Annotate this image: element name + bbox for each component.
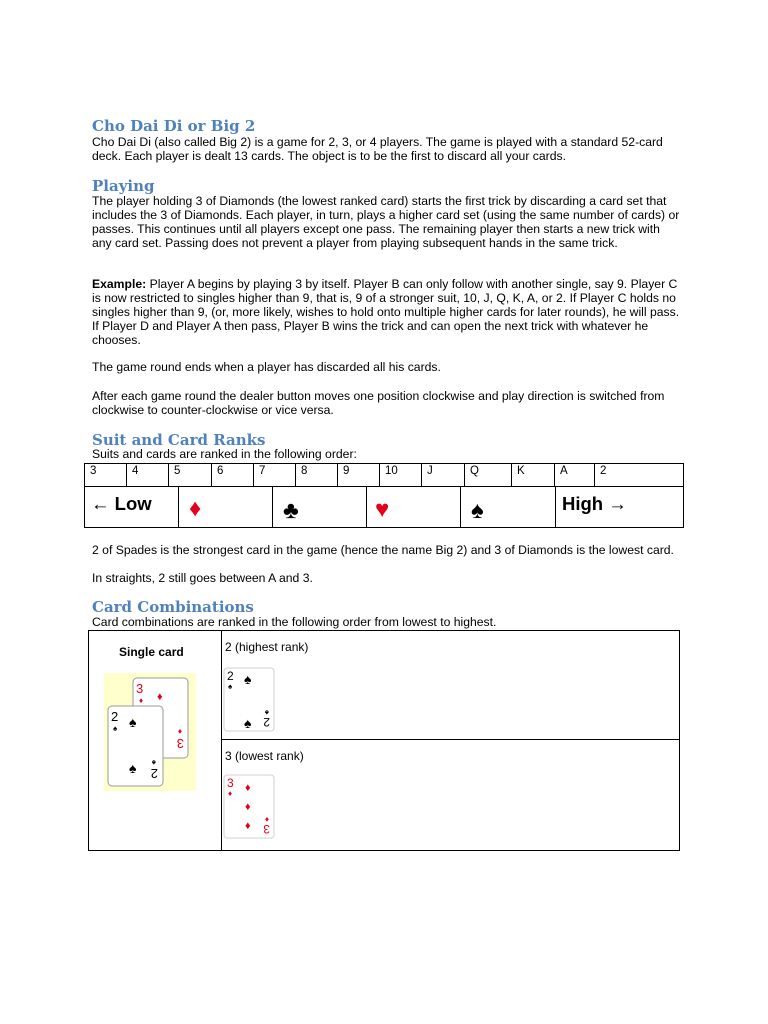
heart-cell	[367, 487, 461, 527]
rank-cell-8: 8	[296, 464, 338, 486]
spade-cell	[461, 487, 556, 527]
combinations-intro: Card combinations are ranked in the following order from lowest to highest.	[92, 615, 497, 629]
card-pip: ♠	[129, 760, 137, 776]
three-of-diamonds-card	[224, 775, 274, 839]
page-title: Cho Dai Di or Big 2	[92, 117, 256, 135]
example-label: Example:	[92, 277, 147, 291]
single-card-label: Single card	[119, 645, 184, 659]
highest-rank-cell	[222, 631, 679, 740]
lowest-rank-cell	[222, 740, 679, 850]
card-suit-small: ♠	[151, 758, 156, 767]
rank-cell-10: 10	[380, 464, 422, 486]
card-pip: ♦	[245, 782, 251, 794]
card-pip: ♠	[244, 715, 252, 731]
card-rank-top: 2	[111, 709, 119, 724]
rank-cell-j: J	[422, 464, 465, 486]
card-pip: ♠	[244, 671, 252, 687]
intro-paragraph: Cho Dai Di (also called Big 2) is a game for 2, 3, or 4 players. The game is played with a standard 52-card deck. Each player is dealt 13 cards. The object is to be the first to discard all your cards.	[92, 135, 663, 163]
playing-heading: Playing	[92, 177, 155, 195]
rank-cell-4: 4	[127, 464, 169, 486]
single-card-illustration	[104, 673, 196, 791]
card-rank-bottom: 2	[150, 766, 158, 781]
diamond-cell	[179, 487, 273, 527]
card-pip: ♠	[129, 714, 137, 730]
rank-cell-3: 3	[85, 464, 127, 486]
rank-cell-a: A	[555, 464, 595, 486]
card-rank-bottom: 2	[263, 715, 270, 729]
club-cell	[273, 487, 367, 527]
example-paragraph	[92, 278, 682, 348]
ranks-note-strongest: 2 of Spades is the strongest card in the game (hence the name Big 2) and 3 of Diamonds is the lowest card.	[92, 543, 674, 557]
card-suit-small: ♠	[264, 708, 269, 717]
rank-cell-7: 7	[254, 464, 296, 486]
card-suit-small: ♦	[177, 727, 182, 736]
spade-icon: ♠	[471, 497, 484, 524]
ranks-note-straights: In straights, 2 still goes between A and 3.	[92, 571, 313, 585]
card-rank-top: 3	[227, 776, 234, 790]
dealer-paragraph: After each game round the dealer button moves one position clockwise and play direction is switched from clockwise to counter-clockwise or vice versa.	[92, 389, 665, 417]
ranks-intro: Suits and cards are ranked in the following order:	[92, 447, 357, 461]
card-suit-small: ♦	[139, 696, 144, 705]
card-rank-bottom: 3	[263, 822, 270, 836]
combinations-heading: Card Combinations	[92, 598, 254, 616]
rank-cell-q: Q	[465, 464, 512, 486]
rank-cell-9: 9	[338, 464, 380, 486]
card-pip: ♦	[245, 820, 251, 832]
single-card-cell	[89, 631, 222, 850]
rank-cell-5: 5	[169, 464, 212, 486]
rank-cell-6: 6	[212, 464, 254, 486]
low-label: ← Low	[91, 493, 152, 514]
round-end-paragraph: The game round ends when a player has discarded all his cards.	[92, 360, 441, 374]
card-rank-bottom: 3	[176, 736, 184, 751]
card-suit-small: ♠	[113, 724, 118, 733]
lowest-rank-label: 3 (lowest rank)	[225, 749, 304, 763]
highest-rank-label: 2 (highest rank)	[225, 640, 309, 654]
diamond-icon: ♦	[189, 495, 202, 522]
club-icon: ♣	[283, 497, 299, 524]
rank-table	[84, 463, 684, 528]
example-text: Player A begins by playing 3 by itself. Player B can only follow with another single, say 9. Player C is now restricted to singles higher than 9, that is, 9 of a stronger suit, 10, J, Q, K, A, or 2. If Player C holds no singles higher than 9, (or, more likely, wishes to hold onto multiple higher cards for later rounds), he will pass. If Player D and Player A then pass, Player B wins the trick and can open the next trick with whatever he chooses.	[92, 277, 680, 347]
card-suit-small: ♦	[228, 789, 233, 798]
rank-order-row	[85, 464, 683, 487]
card-pip: ♦	[157, 691, 163, 703]
card-rank-top: 3	[136, 681, 144, 696]
card-suit-small: ♦	[264, 815, 269, 824]
card-suit-small: ♠	[228, 682, 233, 691]
rank-cell-2: 2	[600, 465, 607, 477]
heart-icon: ♥	[375, 496, 390, 523]
rank-cell-k: K	[512, 464, 555, 486]
playing-paragraph: The player holding 3 of Diamonds (the lowest ranked card) starts the first trick by discarding a card set that includes the 3 of Diamonds. Each player, in turn, plays a higher card set (using the same number of cards) or passes. This continues until all players except one pass. The remaining player then starts a new trick with any card set. Passing does not prevent a player from playing subsequent hands in the same trick.	[92, 194, 680, 250]
two-of-spades-card-front	[108, 706, 163, 786]
card-rank-top: 2	[227, 669, 234, 683]
high-cell	[556, 487, 682, 527]
low-cell	[85, 487, 179, 527]
combinations-table	[88, 630, 680, 851]
ranks-heading: Suit and Card Ranks	[92, 431, 266, 449]
two-of-spades-card	[224, 668, 274, 732]
high-label: High →	[562, 493, 627, 514]
card-pip: ♦	[245, 801, 251, 813]
